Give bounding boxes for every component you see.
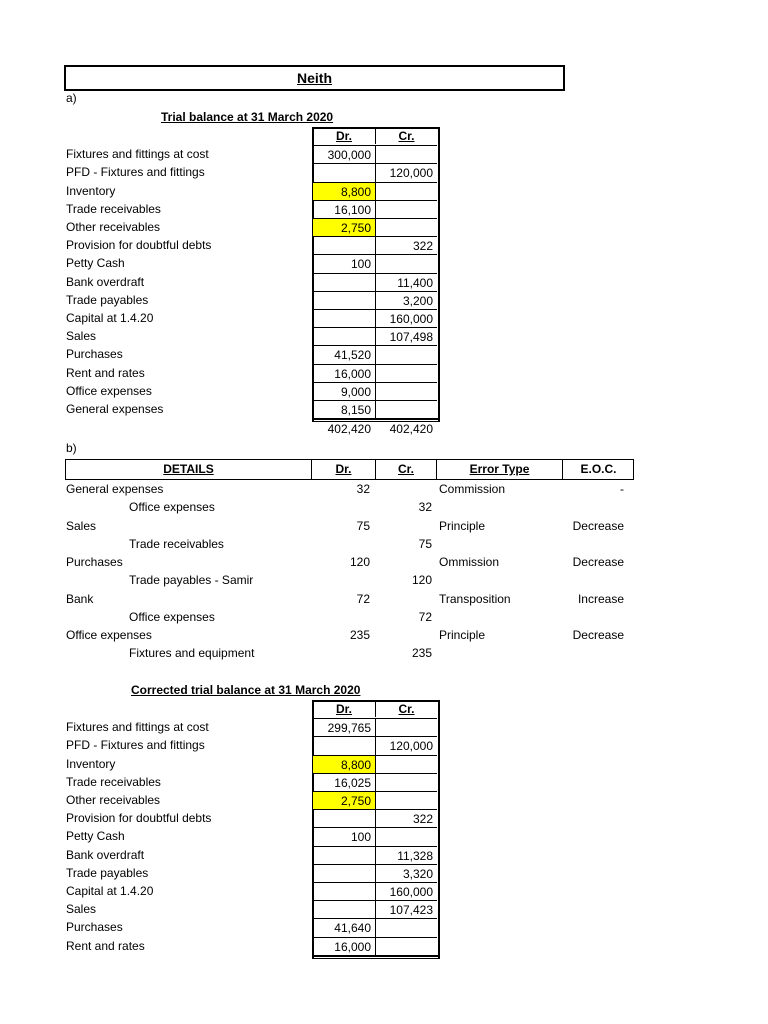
account-name: PFD - Fixtures and fittings (66, 165, 205, 180)
total-cr: 402,420 (389, 422, 433, 437)
error-effect: Decrease (572, 518, 624, 533)
account-name: Office expenses (66, 383, 152, 398)
error-type: Ommission (439, 555, 500, 569)
cr-amount (375, 937, 437, 955)
account-name: Purchases (66, 347, 123, 362)
cr-amount: 3,320 (375, 864, 437, 882)
dr-amount (313, 163, 375, 181)
cr-amount: 160,000 (375, 882, 437, 900)
corrected-heading: Corrected trial balance at 31 March 2020 (131, 683, 361, 697)
error-dr-amount: 72 (356, 591, 370, 606)
cr-amount (375, 218, 437, 236)
account-name: Trade receivables (66, 201, 161, 216)
debit-account: Purchases (66, 555, 123, 569)
account-name: Trade payables (66, 292, 149, 307)
cr-amount (375, 400, 437, 418)
cr-amount (375, 755, 437, 773)
eoc-header: E.O.C. (562, 460, 634, 479)
dr-amount (313, 236, 375, 254)
account-name: Fixtures and fittings at cost (66, 720, 209, 735)
debit-account: Bank (66, 591, 94, 606)
dr-amount (313, 309, 375, 327)
dr-amount: 16,000 (313, 364, 375, 382)
part-a-label: a) (66, 91, 77, 105)
error-effect: - (620, 482, 624, 496)
error-type-header: Error Type (436, 460, 562, 479)
dr-amount: 41,520 (313, 345, 375, 363)
dr-amount: 2,750 (313, 218, 375, 236)
dr-amount: 16,025 (313, 773, 375, 791)
dr-amount: 8,150 (313, 400, 375, 418)
error-effect: Decrease (572, 628, 624, 642)
dr-amount (313, 846, 375, 864)
title-box (64, 65, 565, 91)
cr-amount: 322 (375, 809, 437, 827)
credit-account: Trade payables - Samir (129, 573, 254, 587)
dr-amount: 2,750 (313, 791, 375, 809)
account-name: Rent and rates (66, 365, 145, 380)
error-effect: Increase (577, 591, 624, 606)
cr-amount: 120,000 (375, 163, 437, 181)
account-name: Capital at 1.4.20 (66, 884, 154, 898)
cr-header: Cr. (375, 127, 437, 144)
errors-cr-header: Cr. (375, 460, 436, 479)
cr-amount (375, 345, 437, 363)
cr-amount (375, 182, 437, 200)
dr-amount: 41,640 (313, 918, 375, 936)
cr-amount: 322 (375, 236, 437, 254)
cr-amount (375, 200, 437, 218)
dr-amount (313, 882, 375, 900)
account-name: Provision for doubtful debts (66, 238, 212, 253)
dr-header: Dr. (313, 700, 375, 717)
cr-amount (375, 918, 437, 936)
account-name: Rent and rates (66, 938, 145, 953)
table-bottom-rule (312, 955, 438, 957)
account-name: Inventory (66, 756, 116, 771)
cr-amount: 120,000 (375, 736, 437, 754)
total-dr: 402,420 (327, 422, 371, 437)
account-name: Inventory (66, 183, 116, 198)
dr-amount (313, 291, 375, 309)
dr-amount: 8,800 (313, 755, 375, 773)
cr-amount (375, 382, 437, 400)
cr-amount (375, 773, 437, 791)
account-name: Sales (66, 329, 97, 344)
credit-account: Fixtures and equipment (129, 646, 255, 660)
error-dr-amount: 235 (349, 628, 370, 642)
cr-amount (375, 145, 437, 163)
error-type: Transposition (439, 591, 511, 606)
account-name: Purchases (66, 920, 123, 935)
account-name: Fixtures and fittings at cost (66, 147, 209, 162)
cr-amount (375, 827, 437, 845)
dr-amount (313, 273, 375, 291)
trial-balance-heading: Trial balance at 31 March 2020 (161, 110, 334, 124)
part-b-label: b) (66, 441, 77, 455)
debit-account: General expenses (66, 482, 164, 496)
account-name: Other receivables (66, 220, 161, 234)
cr-amount (375, 364, 437, 382)
cr-amount: 160,000 (375, 309, 437, 327)
account-name: Bank overdraft (66, 847, 145, 862)
debit-account: Sales (66, 518, 97, 533)
dr-amount: 16,000 (313, 937, 375, 955)
dr-amount (313, 736, 375, 754)
dr-amount: 9,000 (313, 382, 375, 400)
dr-amount (313, 809, 375, 827)
account-name: Trade payables (66, 865, 149, 880)
dr-amount: 299,765 (313, 718, 375, 736)
error-cr-amount: 32 (418, 500, 432, 514)
account-name: Other receivables (66, 793, 161, 807)
errors-header-row (65, 459, 634, 480)
error-cr-amount: 75 (418, 536, 432, 551)
credit-account: Trade receivables (129, 536, 224, 551)
account-name: Provision for doubtful debts (66, 811, 212, 826)
error-effect: Decrease (572, 555, 624, 569)
details-header: DETAILS (163, 462, 214, 476)
error-type: Principle (439, 518, 486, 533)
error-cr-amount: 72 (418, 609, 432, 624)
account-name: Bank overdraft (66, 274, 145, 289)
error-dr-amount: 120 (349, 555, 370, 569)
error-type: Commission (439, 482, 506, 496)
debit-account: Office expenses (66, 628, 152, 642)
account-name: Petty Cash (66, 829, 125, 844)
dr-amount: 8,800 (313, 182, 375, 200)
dr-amount (313, 900, 375, 918)
account-name: Petty Cash (66, 256, 125, 271)
credit-account: Office expenses (129, 609, 215, 624)
cr-header: Cr. (375, 700, 437, 717)
error-dr-amount: 32 (356, 482, 370, 496)
credit-account: Office expenses (129, 500, 215, 514)
error-cr-amount: 120 (411, 573, 432, 587)
cr-amount: 11,328 (375, 846, 437, 864)
dr-amount (313, 327, 375, 345)
cr-amount: 107,423 (375, 900, 437, 918)
dr-amount: 16,100 (313, 200, 375, 218)
dr-amount (313, 864, 375, 882)
cr-amount (375, 254, 437, 272)
error-dr-amount: 75 (356, 518, 370, 533)
page-title: Neith (297, 70, 332, 86)
error-cr-amount: 235 (411, 646, 432, 660)
account-name: General expenses (66, 402, 164, 416)
account-name: PFD - Fixtures and fittings (66, 738, 205, 753)
cr-amount: 3,200 (375, 291, 437, 309)
dr-header: Dr. (313, 127, 375, 144)
errors-dr-header: Dr. (311, 460, 375, 479)
cr-amount (375, 791, 437, 809)
cr-amount: 11,400 (375, 273, 437, 291)
account-name: Trade receivables (66, 774, 161, 789)
account-name: Sales (66, 902, 97, 917)
account-name: Capital at 1.4.20 (66, 311, 154, 325)
cr-amount: 107,498 (375, 327, 437, 345)
cr-amount (375, 718, 437, 736)
dr-amount: 100 (313, 827, 375, 845)
dr-amount: 300,000 (313, 145, 375, 163)
dr-amount: 100 (313, 254, 375, 272)
error-type: Principle (439, 628, 486, 642)
